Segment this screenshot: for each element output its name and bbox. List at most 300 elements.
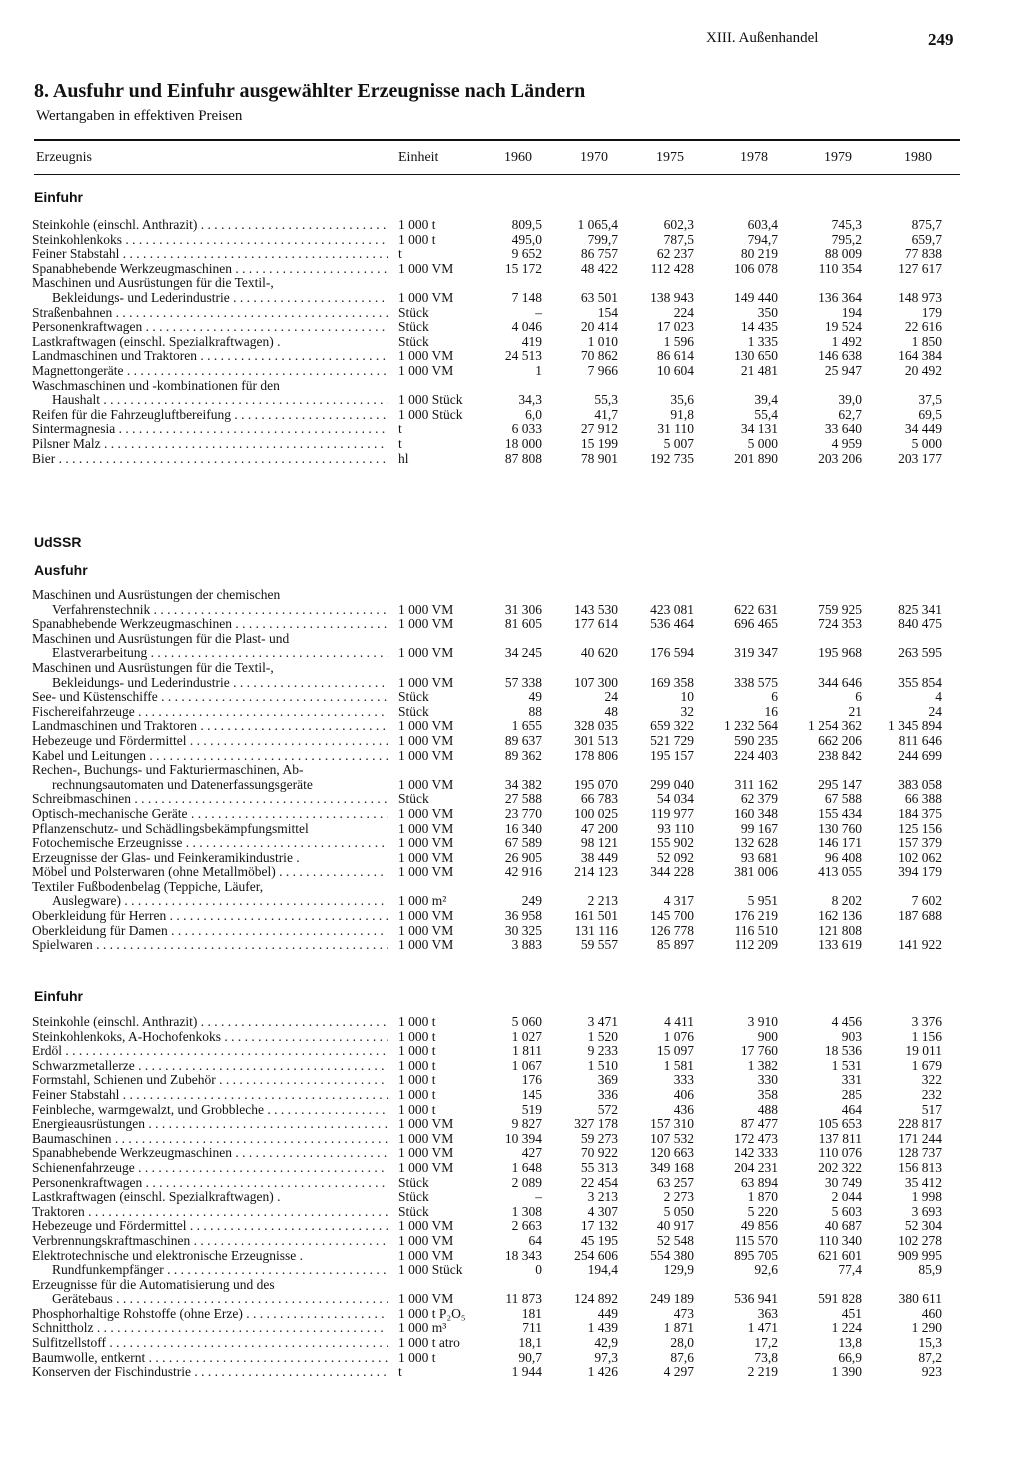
unit-cell: Stück	[398, 689, 429, 705]
value-cell: 228 817	[898, 1116, 942, 1132]
unit-cell: 1 000 VM	[398, 849, 454, 865]
product-label: Phosphorhaltige Rohstoffe (ohne Erze) . . .	[32, 1307, 388, 1322]
value-cell: 10 604	[656, 362, 694, 378]
column-header-year: 1979	[824, 150, 852, 165]
table-row	[0, 676, 1024, 691]
value-cell: 66 388	[904, 791, 942, 807]
value-cell: 85 897	[656, 937, 694, 953]
value-cell: 155 434	[818, 805, 862, 821]
value-cell: 21 481	[740, 362, 778, 378]
value-cell: 195 968	[818, 645, 862, 661]
value-cell: 16	[764, 703, 778, 719]
column-header-year: 1970	[580, 150, 608, 165]
value-cell: 413 055	[818, 864, 862, 880]
value-cell: 521 729	[650, 732, 694, 748]
value-cell: 4	[935, 689, 942, 705]
value-cell: 184 375	[898, 805, 942, 821]
value-cell: 127 617	[898, 260, 942, 276]
value-cell: 130 650	[734, 348, 778, 364]
page-number: 249	[928, 30, 954, 49]
table-row	[0, 320, 1024, 335]
value-cell: 5 000	[911, 435, 942, 451]
unit-cell: 1 000 VM	[398, 645, 454, 661]
product-label: Waschmaschinen und -kombinationen für den	[32, 378, 280, 393]
value-cell: 24	[604, 689, 618, 705]
value-cell: 295 147	[818, 776, 862, 792]
table-row	[0, 1365, 1024, 1380]
value-cell: 45 195	[580, 1232, 618, 1248]
value-cell: 161 501	[574, 908, 618, 924]
value-cell: 38 449	[580, 849, 618, 865]
product-label: Feiner Stabstahl . . .	[32, 1088, 388, 1103]
value-cell: 711	[522, 1320, 542, 1336]
value-cell: 18,1	[518, 1335, 542, 1351]
value-cell: 69,5	[918, 406, 942, 422]
value-cell: 35,6	[670, 392, 694, 408]
value-cell: 1 254 362	[808, 718, 862, 734]
unit-cell: 1 000 VM	[398, 864, 454, 880]
unit-cell: 1 000 VM	[398, 922, 454, 938]
value-cell: 11 873	[505, 1291, 542, 1307]
unit-cell: 1 000 VM	[398, 732, 454, 748]
table-row	[0, 1073, 1024, 1088]
value-cell: 146 638	[818, 348, 862, 364]
value-cell: 110 340	[818, 1232, 862, 1248]
table-row	[0, 437, 1024, 452]
value-cell: 62 237	[656, 246, 694, 262]
value-cell: –	[535, 304, 542, 320]
value-cell: 59 557	[580, 937, 618, 953]
value-cell: 15,3	[918, 1335, 942, 1351]
product-label: See- und Küstenschiffe . . .	[32, 690, 388, 705]
value-cell: 224 403	[734, 747, 778, 763]
unit-cell: 1 000 t	[398, 1057, 436, 1073]
product-label: Pilsner Malz . . .	[32, 437, 388, 452]
value-cell: 759 925	[818, 601, 862, 617]
table-row	[0, 1103, 1024, 1118]
value-cell: 799,7	[587, 231, 618, 247]
value-cell: 6	[855, 689, 862, 705]
running-title: XIII. Außenhandel	[706, 30, 819, 46]
product-label: Spanabhebende Werkzeugmaschinen . . .	[32, 262, 388, 277]
product-label: Personenkraftwagen . . .	[32, 1176, 388, 1191]
table-row	[0, 1351, 1024, 1366]
value-cell: 473	[673, 1305, 694, 1321]
value-cell: 17 132	[580, 1218, 618, 1234]
column-header-unit: Einheit	[398, 150, 439, 165]
value-cell: 1 850	[911, 333, 942, 349]
value-cell: 81 605	[504, 616, 542, 632]
value-cell: 18 343	[504, 1247, 542, 1263]
value-cell: 136 364	[818, 289, 862, 305]
value-cell: 1 871	[663, 1320, 694, 1336]
value-cell: 128 737	[898, 1145, 942, 1161]
value-cell: 9 652	[511, 246, 542, 262]
value-cell: 33 640	[824, 421, 862, 437]
value-cell: 89 362	[504, 747, 542, 763]
value-cell: 99 167	[740, 820, 778, 836]
table-row	[0, 1307, 1024, 1322]
value-cell: 32	[680, 703, 694, 719]
unit-cell: 1 000 m³	[398, 1320, 447, 1336]
value-cell: 1 679	[911, 1057, 942, 1073]
value-cell: 591 828	[818, 1291, 862, 1307]
table-row	[0, 1161, 1024, 1176]
value-cell: 1 439	[587, 1320, 618, 1336]
value-cell: 517	[921, 1101, 942, 1117]
value-cell: 73,8	[754, 1349, 778, 1365]
table-row	[0, 1205, 1024, 1220]
value-cell: 102 278	[898, 1232, 942, 1248]
value-cell: 49 856	[740, 1218, 778, 1234]
value-cell: 145	[521, 1086, 542, 1102]
product-label: Schnittholz . . .	[32, 1321, 388, 1336]
product-label: Lastkraftwagen (einschl. Spezialkraftwagen) .	[32, 1190, 281, 1205]
value-cell: 244 699	[898, 747, 942, 763]
product-label: Kabel und Leitungen . . .	[32, 749, 388, 764]
value-cell: 4 046	[511, 319, 542, 335]
value-cell: 132 628	[734, 835, 778, 851]
value-cell: 157 310	[650, 1116, 694, 1132]
value-cell: 19 524	[824, 319, 862, 335]
value-cell: 1 520	[587, 1028, 618, 1044]
product-label: Sulfitzellstoff . . .	[32, 1336, 388, 1351]
value-cell: 2 663	[511, 1218, 542, 1234]
value-cell: 110 076	[818, 1145, 862, 1161]
value-cell: 40 687	[824, 1218, 862, 1234]
value-cell: 622 631	[734, 601, 778, 617]
value-cell: 157 379	[898, 835, 942, 851]
unit-cell: 1 000 VM	[398, 937, 454, 953]
value-cell: 110 354	[818, 260, 862, 276]
value-cell: 602,3	[663, 217, 694, 232]
table-row	[0, 233, 1024, 248]
value-cell: 10	[680, 689, 694, 705]
value-cell: 90,7	[518, 1349, 542, 1365]
unit-cell: 1 000 VM	[398, 835, 454, 851]
table-row	[0, 1219, 1024, 1234]
value-cell: 355 854	[898, 674, 942, 690]
table-row	[0, 617, 1024, 632]
value-cell: 203 206	[818, 450, 862, 466]
unit-cell: 1 000 VM	[398, 362, 454, 378]
table-title: 8. Ausfuhr und Einfuhr ausgewählter Erzeugnisse nach Ländern	[34, 80, 586, 102]
header-rule	[34, 174, 960, 175]
table-row	[0, 924, 1024, 939]
value-cell: 1 870	[747, 1189, 778, 1205]
table-row	[0, 1176, 1024, 1191]
value-cell: 5 050	[663, 1203, 694, 1219]
table-row	[0, 690, 1024, 705]
value-cell: 25 947	[824, 362, 862, 378]
value-cell: 1 390	[831, 1364, 862, 1380]
value-cell: 40 917	[656, 1218, 694, 1234]
unit-cell: 1 000 t	[398, 1014, 436, 1029]
product-label: Verbrennungskraftmaschinen . . .	[32, 1234, 388, 1249]
value-cell: 350	[757, 304, 778, 320]
value-cell: 1 655	[511, 718, 542, 734]
unit-cell: 1 000 t atro	[398, 1335, 460, 1351]
value-cell: 77,4	[838, 1262, 862, 1278]
product-label: Feinbleche, warmgewalzt, und Grobbleche . . .	[32, 1103, 388, 1118]
table-row	[0, 763, 1024, 778]
product-label: Verfahrenstechnik . . .	[52, 603, 388, 618]
section-heading-ausfuhr: Ausfuhr	[34, 562, 88, 578]
value-cell: 696 465	[734, 616, 778, 632]
section-heading-einfuhr: Einfuhr	[34, 189, 83, 205]
column-header-year: 1975	[656, 150, 684, 165]
value-cell: 840 475	[898, 616, 942, 632]
table-row	[0, 822, 1024, 837]
value-cell: 124 892	[574, 1291, 618, 1307]
value-cell: 87,2	[918, 1349, 942, 1365]
value-cell: 4 317	[663, 893, 694, 909]
value-cell: 330	[757, 1072, 778, 1088]
table-row	[0, 749, 1024, 764]
unit-cell: Stück	[398, 333, 429, 349]
value-cell: 1 998	[911, 1189, 942, 1205]
value-cell: 15 199	[580, 435, 618, 451]
product-label: Baumaschinen . . .	[32, 1132, 388, 1147]
value-cell: 232	[921, 1086, 942, 1102]
product-label: rechnungsautomaten und Datenerfassungsgeräte	[52, 777, 313, 792]
value-cell: 2 089	[511, 1174, 542, 1190]
value-cell: 224	[673, 304, 694, 320]
value-cell: 37,5	[918, 392, 942, 408]
value-cell: 119 977	[650, 805, 694, 821]
value-cell: 177 614	[574, 616, 618, 632]
value-cell: 126 778	[650, 922, 694, 938]
value-cell: 133 619	[818, 937, 862, 953]
unit-cell: 1 000 VM	[398, 718, 454, 734]
table-row	[0, 1263, 1024, 1278]
table-row	[0, 291, 1024, 306]
value-cell: 875,7	[911, 217, 942, 232]
table-row	[0, 865, 1024, 880]
value-cell: 48	[604, 703, 618, 719]
value-cell: 52 304	[904, 1218, 942, 1234]
value-cell: 349 168	[650, 1159, 694, 1175]
value-cell: 15 097	[656, 1043, 694, 1059]
value-cell: 0	[535, 1262, 542, 1278]
value-cell: 344 646	[818, 674, 862, 690]
table-row	[0, 719, 1024, 734]
value-cell: 9 827	[511, 1116, 542, 1132]
value-cell: 55 313	[580, 1159, 618, 1175]
value-cell: 6	[771, 689, 778, 705]
unit-cell: 1 000 VM	[398, 1145, 454, 1161]
value-cell: 63 501	[580, 289, 618, 305]
product-label: Sintermagnesia . . .	[32, 422, 388, 437]
unit-cell: 1 000 t	[398, 1349, 436, 1365]
value-cell: 80 219	[740, 246, 778, 262]
product-label: Traktoren . . .	[32, 1205, 388, 1220]
value-cell: 249	[521, 893, 542, 909]
value-cell: 154	[597, 304, 618, 320]
table-row	[0, 1015, 1024, 1030]
table-row	[0, 422, 1024, 437]
value-cell: 311 162	[734, 776, 778, 792]
value-cell: 285	[841, 1086, 862, 1102]
value-cell: 795,2	[831, 231, 862, 247]
value-cell: 745,3	[831, 217, 862, 232]
table-row	[0, 276, 1024, 291]
value-cell: 35 412	[904, 1174, 942, 1190]
table-row	[0, 1030, 1024, 1045]
column-header-product: Erzeugnis	[36, 150, 92, 165]
value-cell: 21	[848, 703, 862, 719]
value-cell: 331	[841, 1072, 862, 1088]
value-cell: 131 116	[574, 922, 618, 938]
product-label: Möbel und Polsterwaren (ohne Metallmöbel) . . .	[32, 865, 388, 880]
column-header-year: 1978	[740, 150, 768, 165]
value-cell: 85,9	[918, 1262, 942, 1278]
value-cell: 825 341	[898, 601, 942, 617]
value-cell: 141 922	[898, 937, 942, 953]
value-cell: 106 078	[734, 260, 778, 276]
value-cell: 19 011	[905, 1043, 942, 1059]
table-row	[0, 1088, 1024, 1103]
value-cell: 1	[535, 362, 542, 378]
value-cell: 1 492	[831, 333, 862, 349]
value-cell: 333	[673, 1072, 694, 1088]
value-cell: 18 536	[824, 1043, 862, 1059]
value-cell: 900	[757, 1028, 778, 1044]
unit-cell: 1 000 VM	[398, 1159, 454, 1175]
value-cell: 1 335	[747, 333, 778, 349]
value-cell: 2 273	[663, 1189, 694, 1205]
table-row	[0, 408, 1024, 423]
table-row	[0, 851, 1024, 866]
section-rows	[0, 588, 1024, 953]
value-cell: 195 070	[574, 776, 618, 792]
value-cell: 895 705	[734, 1247, 778, 1263]
value-cell: 160 348	[734, 805, 778, 821]
value-cell: 1 156	[911, 1028, 942, 1044]
value-cell: 34 245	[504, 645, 542, 661]
product-label: Formstahl, Schienen und Zubehör . . .	[32, 1073, 388, 1088]
value-cell: 39,0	[838, 392, 862, 408]
unit-cell: 1 000 VM	[398, 289, 454, 305]
value-cell: 30 325	[504, 922, 542, 938]
unit-cell: 1 000 VM	[398, 1116, 454, 1132]
product-label: Hebezeuge und Fördermittel . . .	[32, 734, 388, 749]
value-cell: 176 594	[650, 645, 694, 661]
value-cell: 194	[841, 304, 862, 320]
unit-cell: 1 000 VM	[398, 1130, 454, 1146]
value-cell: 93 110	[657, 820, 694, 836]
value-cell: 125 156	[898, 820, 942, 836]
table-row	[0, 1292, 1024, 1307]
unit-cell: 1 000 t	[398, 1028, 436, 1044]
table-row	[0, 1044, 1024, 1059]
unit-cell: t	[398, 246, 402, 262]
table-row	[0, 1278, 1024, 1293]
value-cell: 39,4	[754, 392, 778, 408]
value-cell: 31 306	[504, 601, 542, 617]
value-cell: 87 477	[740, 1116, 778, 1132]
value-cell: 1 648	[511, 1159, 542, 1175]
value-cell: 145 700	[650, 908, 694, 924]
value-cell: 42,9	[594, 1335, 618, 1351]
unit-cell: 1 000 VM	[398, 260, 454, 276]
value-cell: 2 044	[831, 1189, 862, 1205]
value-cell: 1 944	[511, 1364, 542, 1380]
product-label: Erdöl . . .	[32, 1044, 388, 1059]
value-cell: 204 231	[734, 1159, 778, 1175]
value-cell: 24 513	[504, 348, 542, 364]
product-label: Oberkleidung für Herren . . .	[32, 909, 388, 924]
table-row	[0, 880, 1024, 895]
product-label: Bier . . .	[32, 452, 388, 467]
product-label: Landmaschinen und Traktoren . . .	[32, 719, 388, 734]
value-cell: 93 681	[740, 849, 778, 865]
value-cell: 299 040	[650, 776, 694, 792]
product-label: Elektrotechnische und elektronische Erzeugnisse .	[32, 1248, 304, 1263]
unit-cell: 1 000 VM	[398, 747, 454, 763]
value-cell: 3 883	[511, 937, 542, 953]
product-label: Straßenbahnen . . .	[32, 306, 388, 321]
value-cell: 112 428	[650, 260, 694, 276]
value-cell: 148 973	[898, 289, 942, 305]
value-cell: 3 471	[587, 1014, 618, 1029]
table-row	[0, 306, 1024, 321]
product-label: Erzeugnisse für die Automatisierung und des	[32, 1277, 275, 1292]
value-cell: 27 912	[580, 421, 618, 437]
product-label: Maschinen und Ausrüstungen für die Textil-,	[32, 660, 274, 675]
table-row	[0, 807, 1024, 822]
value-cell: 47 200	[580, 820, 618, 836]
table-row	[0, 588, 1024, 603]
value-cell: 4 307	[587, 1203, 618, 1219]
value-cell: 162 136	[818, 908, 862, 924]
value-cell: 344 228	[650, 864, 694, 880]
table-row	[0, 938, 1024, 953]
unit-cell: 1 000 VM	[398, 1218, 454, 1234]
unit-cell: 1 000 VM	[398, 616, 454, 632]
value-cell: 5 220	[747, 1203, 778, 1219]
value-cell: 87 808	[504, 450, 542, 466]
value-cell: 142 333	[734, 1145, 778, 1161]
value-cell: 603,4	[747, 217, 778, 232]
unit-cell: Stück	[398, 319, 429, 335]
value-cell: 66 783	[580, 791, 618, 807]
product-label: Maschinen und Ausrüstungen für die Plast- und	[32, 631, 290, 646]
value-cell: 203 177	[898, 450, 942, 466]
unit-cell: Stück	[398, 1189, 429, 1205]
value-cell: 787,5	[663, 231, 694, 247]
value-cell: 3 910	[747, 1014, 778, 1029]
value-cell: 1 076	[663, 1028, 694, 1044]
value-cell: 336	[597, 1086, 618, 1102]
value-cell: 155 902	[650, 835, 694, 851]
product-label: Pflanzenschutz- und Schädlingsbekämpfungsmittel	[32, 821, 309, 836]
value-cell: 554 380	[650, 1247, 694, 1263]
value-cell: 1 510	[587, 1057, 618, 1073]
value-cell: 5 603	[831, 1203, 862, 1219]
value-cell: 519	[521, 1101, 542, 1117]
product-label: Fotochemische Erzeugnisse . . .	[32, 836, 388, 851]
value-cell: 116 510	[734, 922, 778, 938]
product-label: Auslegware) . . .	[52, 894, 388, 909]
value-cell: 1 382	[747, 1057, 778, 1073]
product-label: Haushalt . . .	[52, 393, 388, 408]
unit-cell: 1 000 VM	[398, 776, 454, 792]
unit-cell: Stück	[398, 791, 429, 807]
value-cell: 107 300	[574, 674, 618, 690]
value-cell: 381 006	[734, 864, 778, 880]
unit-cell: 1 000 VM	[398, 908, 454, 924]
